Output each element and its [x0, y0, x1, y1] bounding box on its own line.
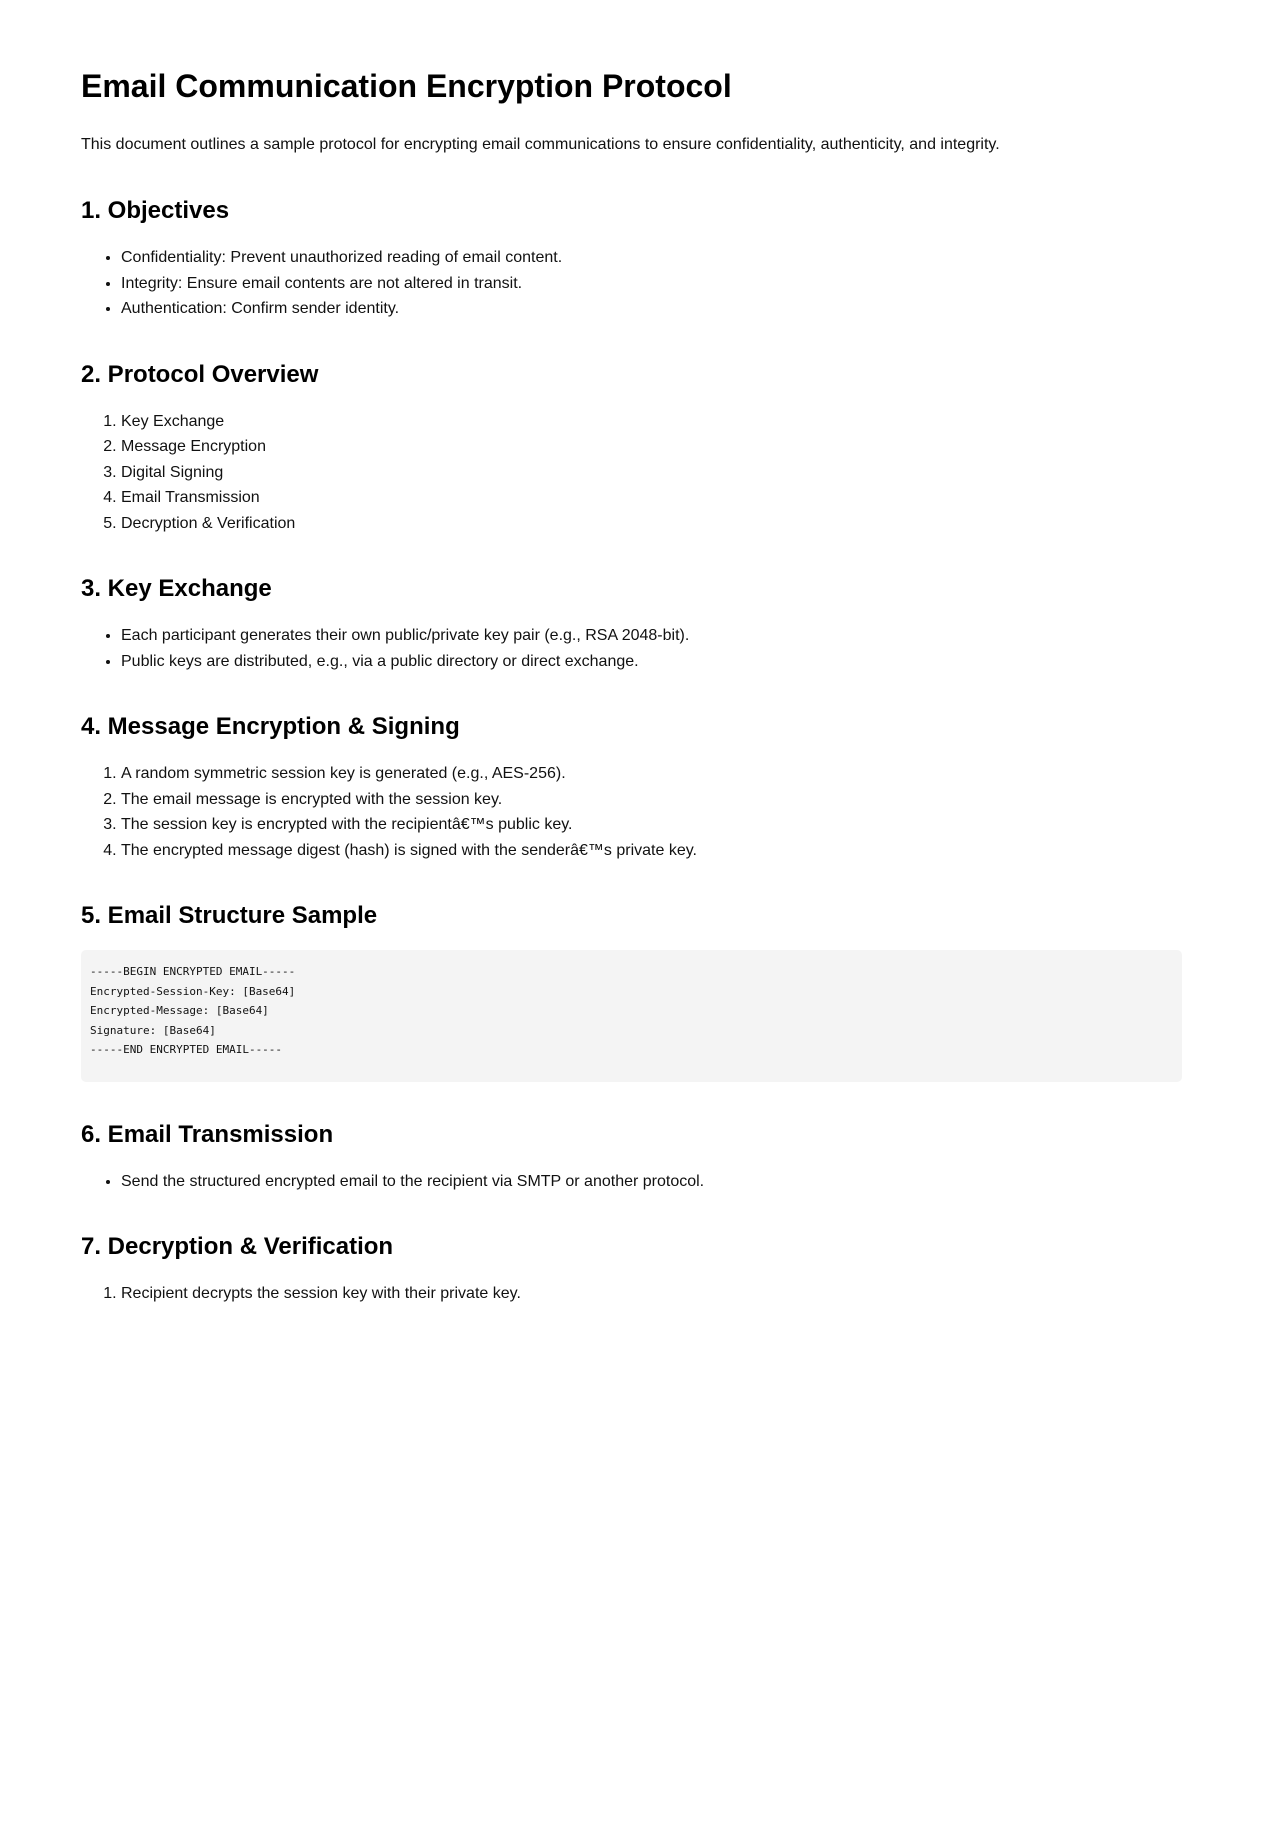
list-item: 2. Message Encryption: [121, 434, 1182, 460]
section-heading: 1. Objectives: [81, 197, 230, 224]
code-line: Encrypted-Session-Key: [Base64]: [90, 984, 296, 998]
section-email-structure-sample: [81, 901, 1182, 1082]
list-item: • Send the structured encrypted email to the recipient via SMTP or another protocol.: [121, 1169, 1182, 1195]
list-item: • Public keys are distributed, e.g., via a public directory or direct exchange.: [121, 649, 1182, 675]
list-item: 4. The encrypted message digest (hash) is signed with the senderâ€™s private key.: [121, 838, 1182, 864]
section-heading: 3. Key Exchange: [81, 575, 272, 602]
intro-paragraph: This document outlines a sample protocol for encrypting email communications to ensure confidentiality, authenticity, and integrity.: [81, 136, 1000, 153]
code-line: Encrypted-Message: [Base64]: [90, 1004, 269, 1017]
overview-list: [81, 409, 1182, 537]
code-line: -----BEGIN ENCRYPTED EMAIL-----: [90, 965, 296, 978]
list-item: 3. The session key is encrypted with the recipientâ€™s public key.: [121, 812, 1182, 838]
code-block: [81, 950, 1182, 1082]
code-line: -----END ENCRYPTED EMAIL-----: [90, 1043, 283, 1056]
section-heading: 2. Protocol Overview: [81, 360, 319, 388]
section-encryption-signing: [81, 712, 1182, 863]
list-item: 3. Digital Signing: [121, 460, 1182, 486]
list-item: 1. Key Exchange: [121, 409, 1182, 435]
decryption-list: [81, 1281, 1182, 1307]
section-objectives: [81, 196, 1182, 322]
list-item: 4. Email Transmission: [121, 485, 1182, 511]
section-heading: 5. Email Structure Sample: [81, 902, 378, 929]
transmission-list: [81, 1169, 1182, 1195]
section-decryption-verification: [81, 1232, 1182, 1307]
code-line: Signature: [Base64]: [90, 1023, 216, 1037]
section-key-exchange: [81, 574, 1182, 674]
section-heading: 7. Decryption & Verification: [81, 1233, 394, 1260]
section-heading: 4. Message Encryption & Signing: [81, 713, 460, 740]
page-title: Email Communication Encryption Protocol: [81, 68, 732, 104]
list-item: • Confidentiality: Prevent unauthorized reading of email content.: [121, 245, 1182, 271]
section-email-transmission: [81, 1120, 1182, 1195]
objectives-list: [81, 245, 1182, 322]
list-item: • Authentication: Confirm sender identity.: [121, 296, 1182, 322]
list-item: 1. Recipient decrypts the session key with their private key.: [121, 1281, 1182, 1307]
encryption-signing-list: [81, 761, 1182, 863]
list-item: 2. The email message is encrypted with the session key.: [121, 787, 1182, 813]
list-item: 5. Decryption & Verification: [121, 511, 1182, 537]
list-item: • Integrity: Ensure email contents are not altered in transit.: [121, 271, 1182, 297]
key-exchange-list: [81, 623, 1182, 674]
section-protocol-overview: [81, 360, 1182, 537]
list-item: 1. A random symmetric session key is generated (e.g., AES-256).: [121, 761, 1182, 787]
section-heading: 6. Email Transmission: [81, 1120, 334, 1148]
list-item: • Each participant generates their own public/private key pair (e.g., RSA 2048-bit).: [121, 623, 1182, 649]
